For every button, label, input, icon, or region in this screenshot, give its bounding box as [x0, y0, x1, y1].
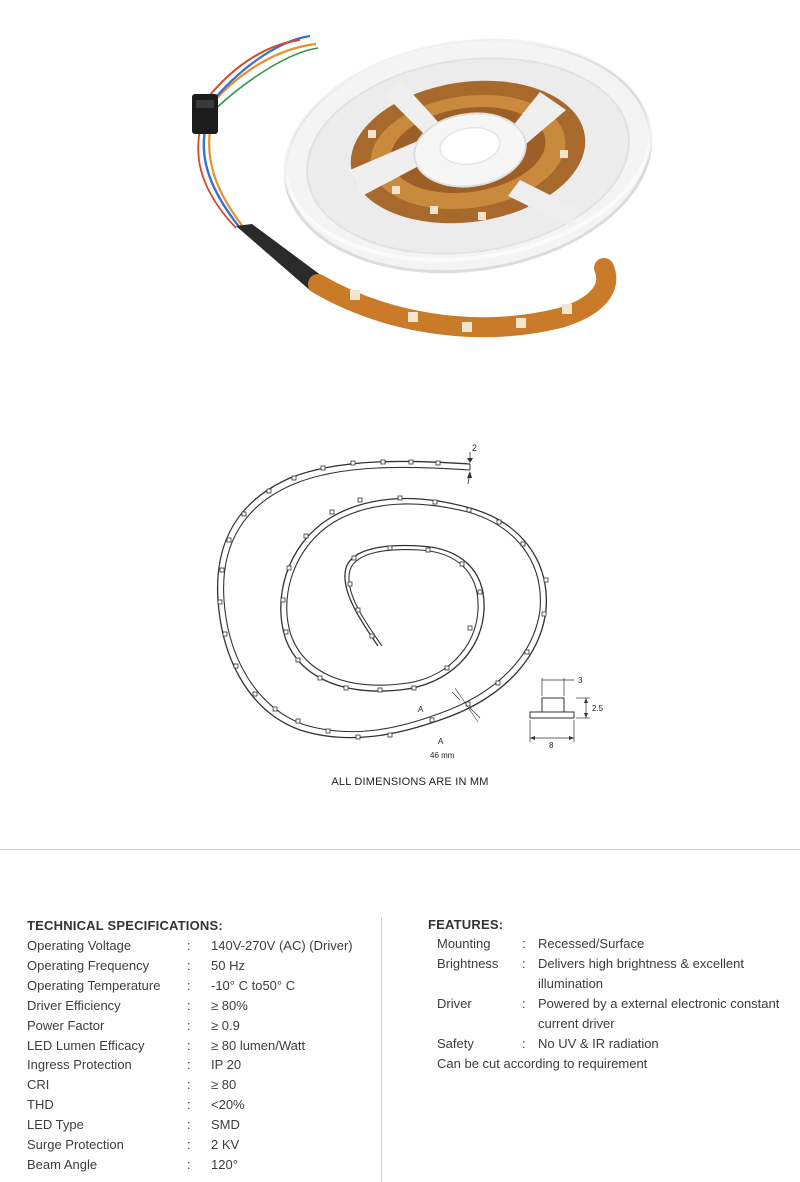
feature-separator: :	[522, 1036, 526, 1051]
spec-value: -10° C to50° C	[211, 977, 296, 993]
spec-value: SMD	[211, 1117, 240, 1133]
spec-label: Surge Protection	[27, 1137, 124, 1152]
feature-value: Recessed/Surface	[538, 936, 645, 951]
spec-value: 50 Hz	[211, 957, 245, 973]
spec-label: Beam Angle	[27, 1156, 98, 1172]
feature-label: Driver	[437, 996, 472, 1011]
section-label-a-top: A	[418, 705, 424, 714]
spec-value: ≥ 0.9	[211, 1017, 240, 1033]
feature-text: Can be cut according to requirement	[437, 1056, 648, 1071]
spec-separator: :	[187, 997, 191, 1013]
spec-separator: :	[187, 1057, 191, 1073]
spec-separator: :	[187, 1037, 191, 1053]
spec-separator: :	[187, 1097, 191, 1113]
spec-value: IP 20	[211, 1057, 242, 1073]
spec-separator: :	[187, 977, 191, 993]
spec-value: 2 KV	[211, 1137, 240, 1152]
cross-section-view	[530, 678, 590, 742]
feature-separator: :	[522, 996, 526, 1011]
spec-label: Power Factor	[27, 1017, 105, 1033]
spec-separator: :	[187, 1137, 191, 1152]
spec-value: ≥ 80 lumen/Watt	[211, 1037, 306, 1053]
spec-value: <20%	[211, 1097, 245, 1113]
features-heading: FEATURES:	[428, 917, 504, 932]
spec-value: ≥ 80%	[211, 997, 248, 1013]
strip-outline-outer	[218, 461, 547, 737]
feature-separator: :	[522, 936, 526, 951]
spec-label: THD	[27, 1097, 54, 1113]
spec-label: LED Lumen Efficacy	[27, 1037, 145, 1053]
spec-label: Operating Voltage	[27, 938, 132, 953]
spec-label: Ingress Protection	[27, 1057, 132, 1073]
led-strip-reel-image	[0, 0, 800, 400]
section-label-a-bottom: A	[438, 737, 444, 746]
feature-label: Safety	[437, 1036, 474, 1051]
dim-chip-height: 2.5	[592, 704, 604, 713]
spec-label: CRI	[27, 1077, 50, 1093]
dimension-drawing	[0, 430, 800, 780]
feature-label: Brightness	[437, 956, 499, 971]
led-chip-marks	[218, 460, 548, 739]
dim-strip-width: 8	[549, 741, 554, 750]
dim-chip-width: 3	[578, 676, 583, 685]
feature-value: Delivers high brightness & excellent illumination	[538, 956, 744, 991]
spec-separator: :	[187, 1117, 191, 1133]
dimensions-note: ALL DIMENSIONS ARE IN MM	[331, 776, 489, 788]
feature-separator: :	[522, 956, 526, 971]
dim-thickness: 2	[472, 443, 478, 453]
spec-separator: :	[187, 1077, 191, 1093]
spec-separator: :	[187, 938, 191, 953]
spec-value: ≥ 80	[211, 1077, 237, 1093]
spec-label: LED Type	[27, 1117, 84, 1133]
spec-value: 140V-270V (AC) (Driver)	[211, 938, 353, 953]
spec-separator: :	[187, 957, 191, 973]
section-divider	[0, 849, 800, 850]
feature-value: No UV & IR radiation	[538, 1036, 659, 1051]
dim-pitch: 46 mm	[430, 751, 455, 760]
specs-heading: TECHNICAL SPECIFICATIONS:	[27, 918, 223, 933]
spec-label: Driver Efficiency	[27, 997, 121, 1013]
spec-separator: :	[187, 1017, 191, 1033]
spec-label: Operating Temperature	[27, 977, 161, 993]
feature-label: Mounting	[437, 936, 491, 951]
spec-label: Operating Frequency	[27, 957, 150, 973]
column-divider	[381, 917, 382, 1182]
spec-value: 120°	[211, 1156, 238, 1172]
spec-separator: :	[187, 1156, 191, 1172]
feature-value: Powered by a external electronic constant current driver	[538, 996, 780, 1031]
